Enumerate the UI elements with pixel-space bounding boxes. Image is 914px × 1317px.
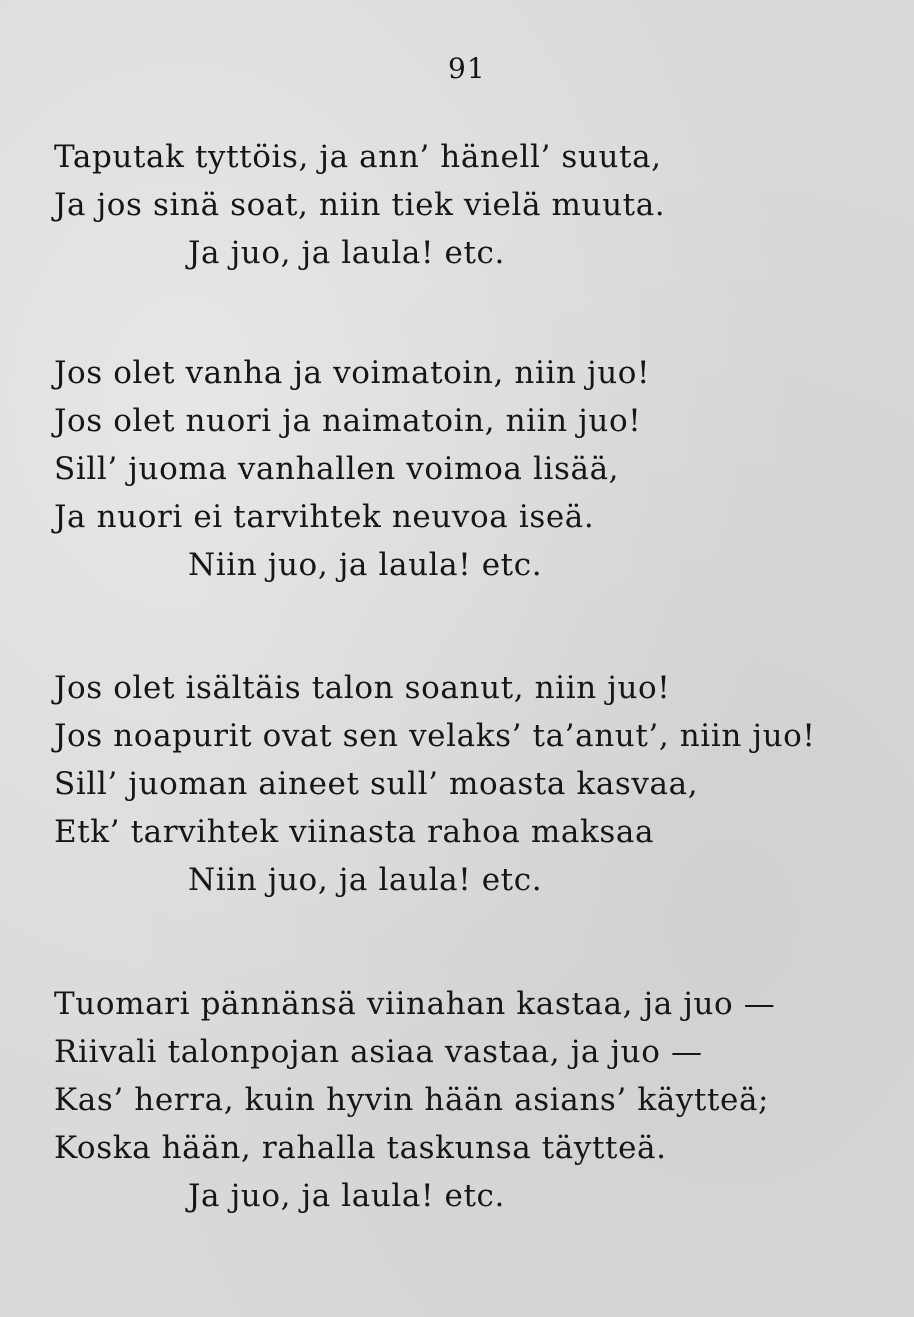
verse-line: Jos olet nuori ja naimatoin, niin juo! xyxy=(54,403,642,439)
refrain-line: Ja juo, ja laula! etc. xyxy=(188,235,505,271)
verse-line: Ja nuori ei tarvihtek neuvoa iseä. xyxy=(54,499,595,535)
stanza-3 xyxy=(54,664,894,904)
verse-line: Jos olet isältäis talon soanut, niin juo! xyxy=(54,670,671,706)
refrain-line: Niin juo, ja laula! etc. xyxy=(188,862,543,898)
verse-line: Koska hään, rahalla taskunsa täytteä. xyxy=(54,1130,667,1166)
verse-line: Riivali talonpojan asiaa vastaa, ja juo — xyxy=(54,1034,703,1070)
stanza-1 xyxy=(54,133,894,277)
refrain-line: Niin juo, ja laula! etc. xyxy=(188,547,543,583)
verse-line: Kas’ herra, kuin hyvin hään asians’ käytteä; xyxy=(54,1082,770,1118)
stanza-4 xyxy=(54,980,894,1220)
verse-line: Jos noapurit ovat sen velaks’ ta’anut’, niin juo! xyxy=(54,718,816,754)
verse-line: Jos olet vanha ja voimatoin, niin juo! xyxy=(54,355,651,391)
verse-line: Taputak tyttöis, ja ann’ hänell’ suuta, xyxy=(54,139,662,175)
stanza-2 xyxy=(54,349,894,589)
verse-line: Sill’ juoma vanhallen voimoa lisää, xyxy=(54,451,620,487)
verse-line: Sill’ juoman aineet sull’ moasta kasvaa, xyxy=(54,766,699,802)
refrain-line: Ja juo, ja laula! etc. xyxy=(188,1178,505,1214)
verse-line: Tuomari pännänsä viinahan kastaa, ja juo — xyxy=(54,986,776,1022)
page-number: 91 xyxy=(448,52,486,85)
verse-line: Etk’ tarvihtek viinasta rahoa maksaa xyxy=(54,814,655,850)
verse-line: Ja jos sinä soat, niin tiek vielä muuta. xyxy=(54,187,666,223)
